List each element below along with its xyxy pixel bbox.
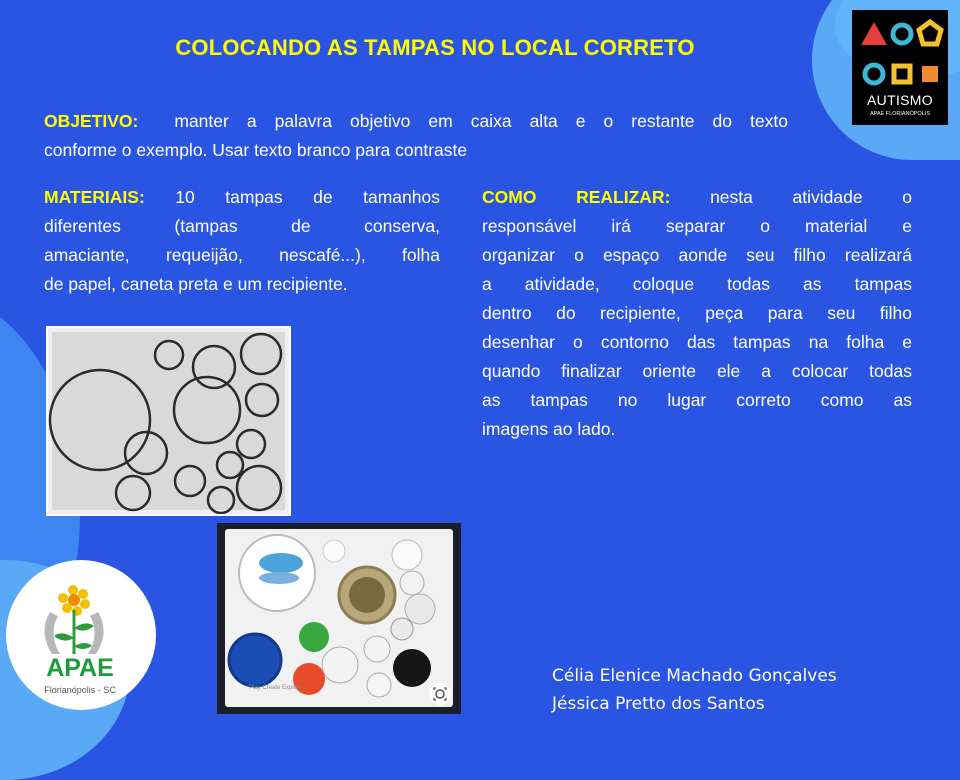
materiais-line: diferentes (tampas de conserva, (44, 216, 440, 236)
materiais-paragraph (44, 183, 440, 299)
objetivo-paragraph (44, 107, 788, 165)
caps-on-board-photo (217, 523, 461, 714)
como-realizar-line: dentro do recipiente, peça para seu filho (482, 303, 912, 323)
circle-outlines-drawing (48, 328, 291, 516)
autismo-logo-name: AUTISMO (867, 92, 933, 108)
objetivo-line: conforme o exemplo. Usar texto branco para contraste (44, 140, 468, 160)
objetivo-line: manter a palavra objetivo em caixa alta e o restante do texto (174, 111, 788, 131)
apae-logo-name: APAE (46, 654, 114, 682)
materiais-line: amaciante, requeijão, nescafé...), folha (44, 245, 440, 265)
como-realizar-paragraph (482, 183, 912, 444)
materiais-line: 10 tampas de tamanhos (175, 187, 440, 207)
como-realizar-line: nesta atividade o (710, 187, 912, 207)
como-realizar-line: imagens ao lado. (482, 419, 616, 439)
circle-outlines-photo (46, 326, 291, 516)
como-realizar-line: a atividade, coloque todas as tampas (482, 274, 912, 294)
materiais-label: MATERIAIS: (44, 187, 145, 207)
como-realizar-line: responsável irá separar o material e (482, 216, 912, 236)
objetivo-label: OBJETIVO: (44, 111, 139, 131)
apae-logo-city: Florianópolis - SC (44, 685, 116, 695)
autismo-shapes-icon (852, 10, 948, 90)
autismo-logo (852, 10, 948, 125)
como-realizar-line: organizar o espaço aonde seu filho realizará (482, 245, 912, 265)
materiais-line: de papel, caneta preta e um recipiente. (44, 274, 348, 294)
author-name: Jéssica Pretto dos Santos (552, 694, 765, 714)
autismo-logo-subtitle: APAE FLORIANÓPOLIS (869, 111, 931, 117)
image-search-icon (429, 683, 451, 705)
slide-title: COLOCANDO AS TAMPAS NO LOCAL CORRETO (175, 35, 695, 60)
como-realizar-line: as tampas no lugar correto como as (482, 390, 912, 410)
como-realizar-label: COMO REALIZAR: (482, 187, 671, 207)
photo-caption: Play Create Explore (249, 685, 303, 691)
como-realizar-line: quando finalizar oriente ele a colocar todas (482, 361, 912, 381)
como-realizar-line: desenhar o contorno das tampas na folha e (482, 332, 912, 352)
author-name: Célia Elenice Machado Gonçalves (552, 666, 837, 686)
